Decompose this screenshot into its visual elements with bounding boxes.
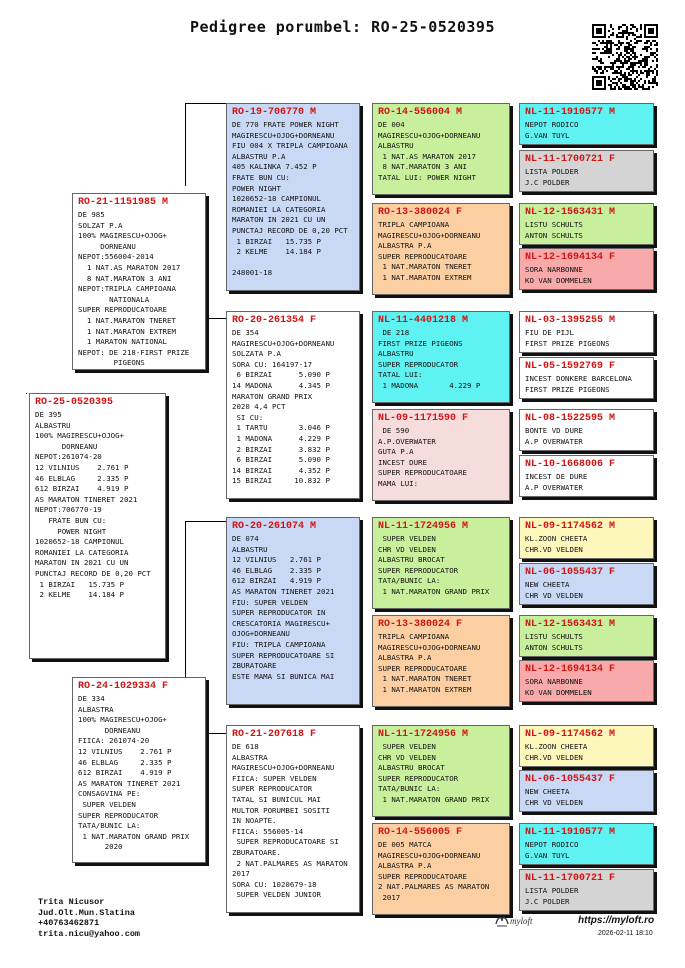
pigeon-card-gen4[interactable] — [519, 409, 654, 451]
brand-name: myloft — [510, 916, 533, 926]
ring-number: RO-14-556005 F — [378, 827, 463, 838]
connector — [26, 393, 27, 394]
pigeon-details: NEPOT RODICO G.VAN TUYL — [525, 840, 579, 860]
ring-number: RO-20-261074 M — [232, 521, 317, 532]
pigeon-card-gen4[interactable] — [519, 311, 654, 353]
pigeon-card-great-grandparent[interactable] — [372, 615, 510, 707]
ring-number: NL-11-1700721 F — [525, 873, 616, 884]
pigeon-card-gen4[interactable] — [519, 725, 654, 767]
pigeon-card-gen4[interactable] — [519, 869, 654, 911]
pigeon-card-gen4[interactable] — [519, 103, 654, 145]
pigeon-details: DE 618 ALBASTRA MAGIRESCU+OJOG+DORNEANU FIICA: SUPER VELDEN SUPER REPRODUCATOR TATAL SI BUNICUL MAI MULTOR PORUMBEI SOSITI IN NOAPTE. FIICA: 556005-14 SUPER REPRODUCATOARE SI ZBURATOARE. 2 NAT.PALMARES AS MARATON 2017 SORA CU: 1020679-18 SUPER VELDEN JUNIOR — [232, 742, 348, 900]
pigeon-card-gen4[interactable] — [519, 563, 654, 605]
ring-number: RO-13-380024 F — [378, 207, 463, 218]
connector — [185, 103, 229, 104]
pigeon-card-dam[interactable] — [72, 677, 206, 863]
pigeon-details: SORA NARBONNE KO VAN DOMMELEN — [525, 265, 592, 285]
pigeon-card-gen4[interactable] — [519, 150, 654, 192]
owner-info — [38, 897, 140, 939]
ring-number: NL-05-1592769 F — [525, 361, 616, 372]
ring-number: NL-10-1668006 F — [525, 459, 616, 470]
connector — [185, 103, 186, 186]
ring-number: NL-08-1522595 M — [525, 413, 616, 424]
ring-number: NL-06-1055437 F — [525, 774, 616, 785]
ring-number: RO-19-706770 M — [232, 107, 317, 118]
myloft-logo-icon — [494, 912, 510, 928]
ring-number: RO-21-207618 F — [232, 729, 317, 740]
pigeon-card-grandparent[interactable] — [226, 311, 360, 499]
pigeon-card-grandparent[interactable] — [226, 725, 360, 913]
connector — [185, 521, 186, 679]
pigeon-details: DE 334 ALBASTRA 100% MAGIRESCU+OJOG+ DORNEANU FIICA: 261074-20 12 VILNIUS 2.761 P 46 ELBLAG 2.335 P 612 BIRZAI 4.919 P AS MARATON TINERET 2021 CONSAGVINA PE: SUPER VELDEN SUPER REPRODUCATOR TATA/BUNIC LA: 1 NAT.MARATON GRAND PRIX 2020 — [78, 694, 190, 852]
pigeon-details: DE 005 MATCA MAGIRESCU+OJOG+DORNEANU ALBASTRA P.A SUPER REPRODUCATOARE 2 NAT.PALMARES AS MARATON 2017 — [378, 840, 490, 902]
ring-number: NL-11-1700721 F — [525, 154, 616, 165]
pigeon-card-gen4[interactable] — [519, 660, 654, 702]
ring-number: NL-12-1694134 F — [525, 252, 616, 263]
ring-number: RO-20-261354 F — [232, 315, 317, 326]
pigeon-card-great-grandparent[interactable] — [372, 725, 510, 817]
pigeon-details: BONTE VD DURE A.P OVERWATER — [525, 426, 583, 446]
pigeon-card-sire[interactable] — [72, 193, 206, 370]
pigeon-details: SUPER VELDEN CHR VD VELDEN ALBASTRU BROCAT SUPER REPRODUCATOR TATA/BUNIC LA: 1 NAT.MARATON GRAND PRIX — [378, 742, 490, 804]
pigeon-card-gen4[interactable] — [519, 770, 654, 812]
connector — [206, 294, 207, 318]
qr-code — [592, 24, 658, 90]
pigeon-card-great-grandparent[interactable] — [372, 203, 510, 295]
pigeon-card-gen4[interactable] — [519, 357, 654, 399]
ring-number: NL-12-1694134 F — [525, 664, 616, 675]
ring-number: NL-06-1055437 F — [525, 567, 616, 578]
ring-number: NL-03-1395255 M — [525, 315, 616, 326]
pigeon-details: LISTA POLDER J.C POLDER — [525, 886, 579, 906]
pigeon-card-gen4[interactable] — [519, 517, 654, 559]
pigeon-details: SORA NARBONNE KO VAN DOMMELEN — [525, 677, 592, 697]
ring-number: RO-21-1151985 M — [78, 197, 169, 208]
ring-number: NL-11-1910577 M — [525, 107, 616, 118]
pigeon-details: SUPER VELDEN CHR VD VELDEN ALBASTRU BROCAT SUPER REPRODUCATOR TATA/BUNIC LA: 1 NAT.MARATON GRAND PRIX — [378, 534, 490, 596]
site-link[interactable]: https://myloft.ro — [578, 915, 655, 926]
pigeon-card-gen4[interactable] — [519, 455, 654, 497]
pigeon-card-gen4[interactable] — [519, 203, 654, 245]
ring-number: RO-14-556004 M — [378, 107, 463, 118]
pigeon-details: DE 395 ALBASTRU 100% MAGIRESCU+OJOG+ DORNEANU NEPOT:261074-20 12 VILNIUS 2.761 P 46 ELBLAG 2.335 P 612 BIRZAI 4.919 P AS MARATON TINERET 2021 NEPOT:706770-19 FRATE BUN CU: POWER NIGHT 1020652-18 CAMPIONUL ROMANIEI LA CATEGORIA MARATON IN 2021 CU UN PUNCTAJ RECORD DE 0,20 PCT 1 BIRZAI 15.735 P 2 KELME 14.184 P — [35, 410, 151, 600]
ring-number: NL-09-1174562 M — [525, 729, 616, 740]
pigeon-card-great-grandparent[interactable] — [372, 409, 510, 501]
print-date: 2026-02-11 18:10 — [598, 930, 653, 937]
pigeon-details: DE 004 MAGIRESCU+OJOG+DORNEANU ALBASTRU 1 NAT.AS MARATON 2017 8 NAT.MARATON 3 ANI TATAL LUI: POWER NIGHT — [378, 120, 481, 182]
ring-number: NL-11-1724956 M — [378, 521, 469, 532]
ring-number: RO-13-380024 F — [378, 619, 463, 630]
ring-number: NL-11-1910577 M — [525, 827, 616, 838]
ring-number: NL-11-4401218 M — [378, 315, 469, 326]
pigeon-details: DE 218 FIRST PRIZE PIGEONS ALBASTRU SUPER REPRODUCATOR TATAL LUI: 1 MADONA 4.229 P — [378, 328, 481, 390]
owner-name: Trita Nicusor — [38, 897, 105, 907]
pigeon-card-grandparent[interactable] — [226, 103, 360, 291]
pigeon-details: TRIPLA CAMPIOANA MAGIRESCU+OJOG+DORNEANU ALBASTRA P.A SUPER REPRODUCATOARE 1 NAT.MARATON TNERET 1 NAT.MARATON EXTREM — [378, 220, 481, 282]
pigeon-details: DE 074 ALBASTRU 12 VILNIUS 2.761 P 46 ELBLAG 2.335 P 612 BIRZAI 4.919 P AS MARATON TINERET 2021 FIU: SUPER VELDEN SUPER REPRODUCATOR IN CRESCATORIA MAGIRESCU+ OJOG+DORNEANU FIU: TRIPLA CAMPIOANA SUPER REPRODUCATOARE SI ZBURATOARE ESTE MAMA SI BUNICA MAI — [232, 534, 335, 681]
pigeon-details: DE 985 SOLZAT P.A 100% MAGIRESCU+OJOG+ DORNEANU NEPOT:556004-2014 1 NAT.AS MARATON 2017 8 NAT.MARATON 3 ANI NEPOT:TRIPLA CAMPIOANA NATIONALA SUPER REPRODUCATOARE 1 NAT.MARATON TNERET 1 NAT.MARATON EXTREM 1 MARATON NATIONAL NEPOT: DE 218-FIRST PRIZE PIGEONS — [78, 210, 190, 368]
pigeon-details: LISTA POLDER J.C POLDER — [525, 167, 579, 187]
pigeon-details: NEPOT RODICO G.VAN TUYL — [525, 120, 579, 140]
ring-number: RO-24-1029334 F — [78, 681, 169, 692]
ring-number: NL-12-1563431 M — [525, 207, 616, 218]
pigeon-card-gen4[interactable] — [519, 248, 654, 290]
pigeon-details: LISTU SCHULTS ANTON SCHULTS — [525, 632, 583, 652]
pigeon-details: LISTU SCHULTS ANTON SCHULTS — [525, 220, 583, 240]
pigeon-details: KL.ZOON CHEETA CHR.VD VELDEN — [525, 534, 588, 554]
pigeon-details: INCEST DE DURE A.P OVERWATER — [525, 472, 588, 492]
ring-number: RO-25-0520395 — [35, 397, 114, 408]
pigeon-details: DE 590 A.P.OVERWATER GUTA P.A INCEST DURE SUPER REPRODUCATOARE MAMA LUI: — [378, 426, 467, 488]
ring-number: NL-09-1171590 F — [378, 413, 469, 424]
pigeon-card-grandparent[interactable] — [226, 517, 360, 705]
pigeon-details: DE 770 FRATE POWER NIGHT MAGIRESCU+OJOG+DORNEANU FIU 004 X TRIPLA CAMPIOANA ALBASTRU P.A 405 KALINKA 7.452 P FRATE BUN CU: POWER NIGHT 1020652-18 CAMPIONUL ROMANIEI LA CATEGORIA MARATON IN 2021 CU UN PUNCTAJ RECORD DE 0,20 PCT 1 BIRZAI 15.735 P 2 KELME 14.184 P 248001-18 — [232, 120, 348, 278]
pigeon-card-gen4[interactable] — [519, 823, 654, 865]
connector — [206, 700, 207, 733]
pigeon-details: FIU DE PIJL FIRST PRIZE PIGEONS — [525, 328, 610, 348]
pigeon-card-gen4[interactable] — [519, 615, 654, 657]
ring-number: NL-12-1563431 M — [525, 619, 616, 630]
pigeon-card-great-grandparent[interactable] — [372, 517, 510, 609]
pigeon-details: DE 354 MAGIRESCU+OJOG+DORNEANU SOLZATA P.A SORA CU: 164197-17 6 BIRZAI 5.090 P 14 MADONA 4.345 P MARATON GRAND PRIX 2020 4,4 PCT SI CU: 1 TARTU 3.046 P 1 MADONA 4.229 P 2 BIRZAI 3.832 P 6 BIRZAI 5.090 P 14 BIRZAI 4.352 P 15 BIRZAI 10.832 P — [232, 328, 335, 486]
owner-email[interactable]: trita.nicu@yahoo.com — [38, 928, 141, 939]
connector — [185, 521, 229, 522]
pigeon-card-great-grandparent[interactable] — [372, 311, 510, 403]
ring-number: NL-11-1724956 M — [378, 729, 469, 740]
pigeon-details: NEW CHEETA CHR VD VELDEN — [525, 787, 583, 807]
owner-club: Jud.Olt.Mun.Slatina — [38, 907, 135, 918]
pigeon-card-subject[interactable] — [29, 393, 166, 659]
ring-number: NL-09-1174562 M — [525, 521, 616, 532]
page-title: Pedigree porumbel: RO-25-0520395 — [190, 18, 495, 36]
pigeon-details: INCEST DONKERE BARCELONA FIRST PRIZE PIGEONS — [525, 374, 632, 394]
owner-phone: +40763462871 — [38, 918, 100, 928]
pigeon-details: KL.ZOON CHEETA CHR.VD VELDEN — [525, 742, 588, 762]
pigeon-details: NEW CHEETA CHR VD VELDEN — [525, 580, 583, 600]
pigeon-card-great-grandparent[interactable] — [372, 103, 510, 195]
pigeon-details: TRIPLA CAMPIOANA MAGIRESCU+OJOG+DORNEANU ALBASTRA P.A SUPER REPRODUCATOARE 1 NAT.MARATON TNERET 1 NAT.MARATON EXTREM — [378, 632, 481, 694]
pigeon-card-great-grandparent[interactable] — [372, 823, 510, 915]
